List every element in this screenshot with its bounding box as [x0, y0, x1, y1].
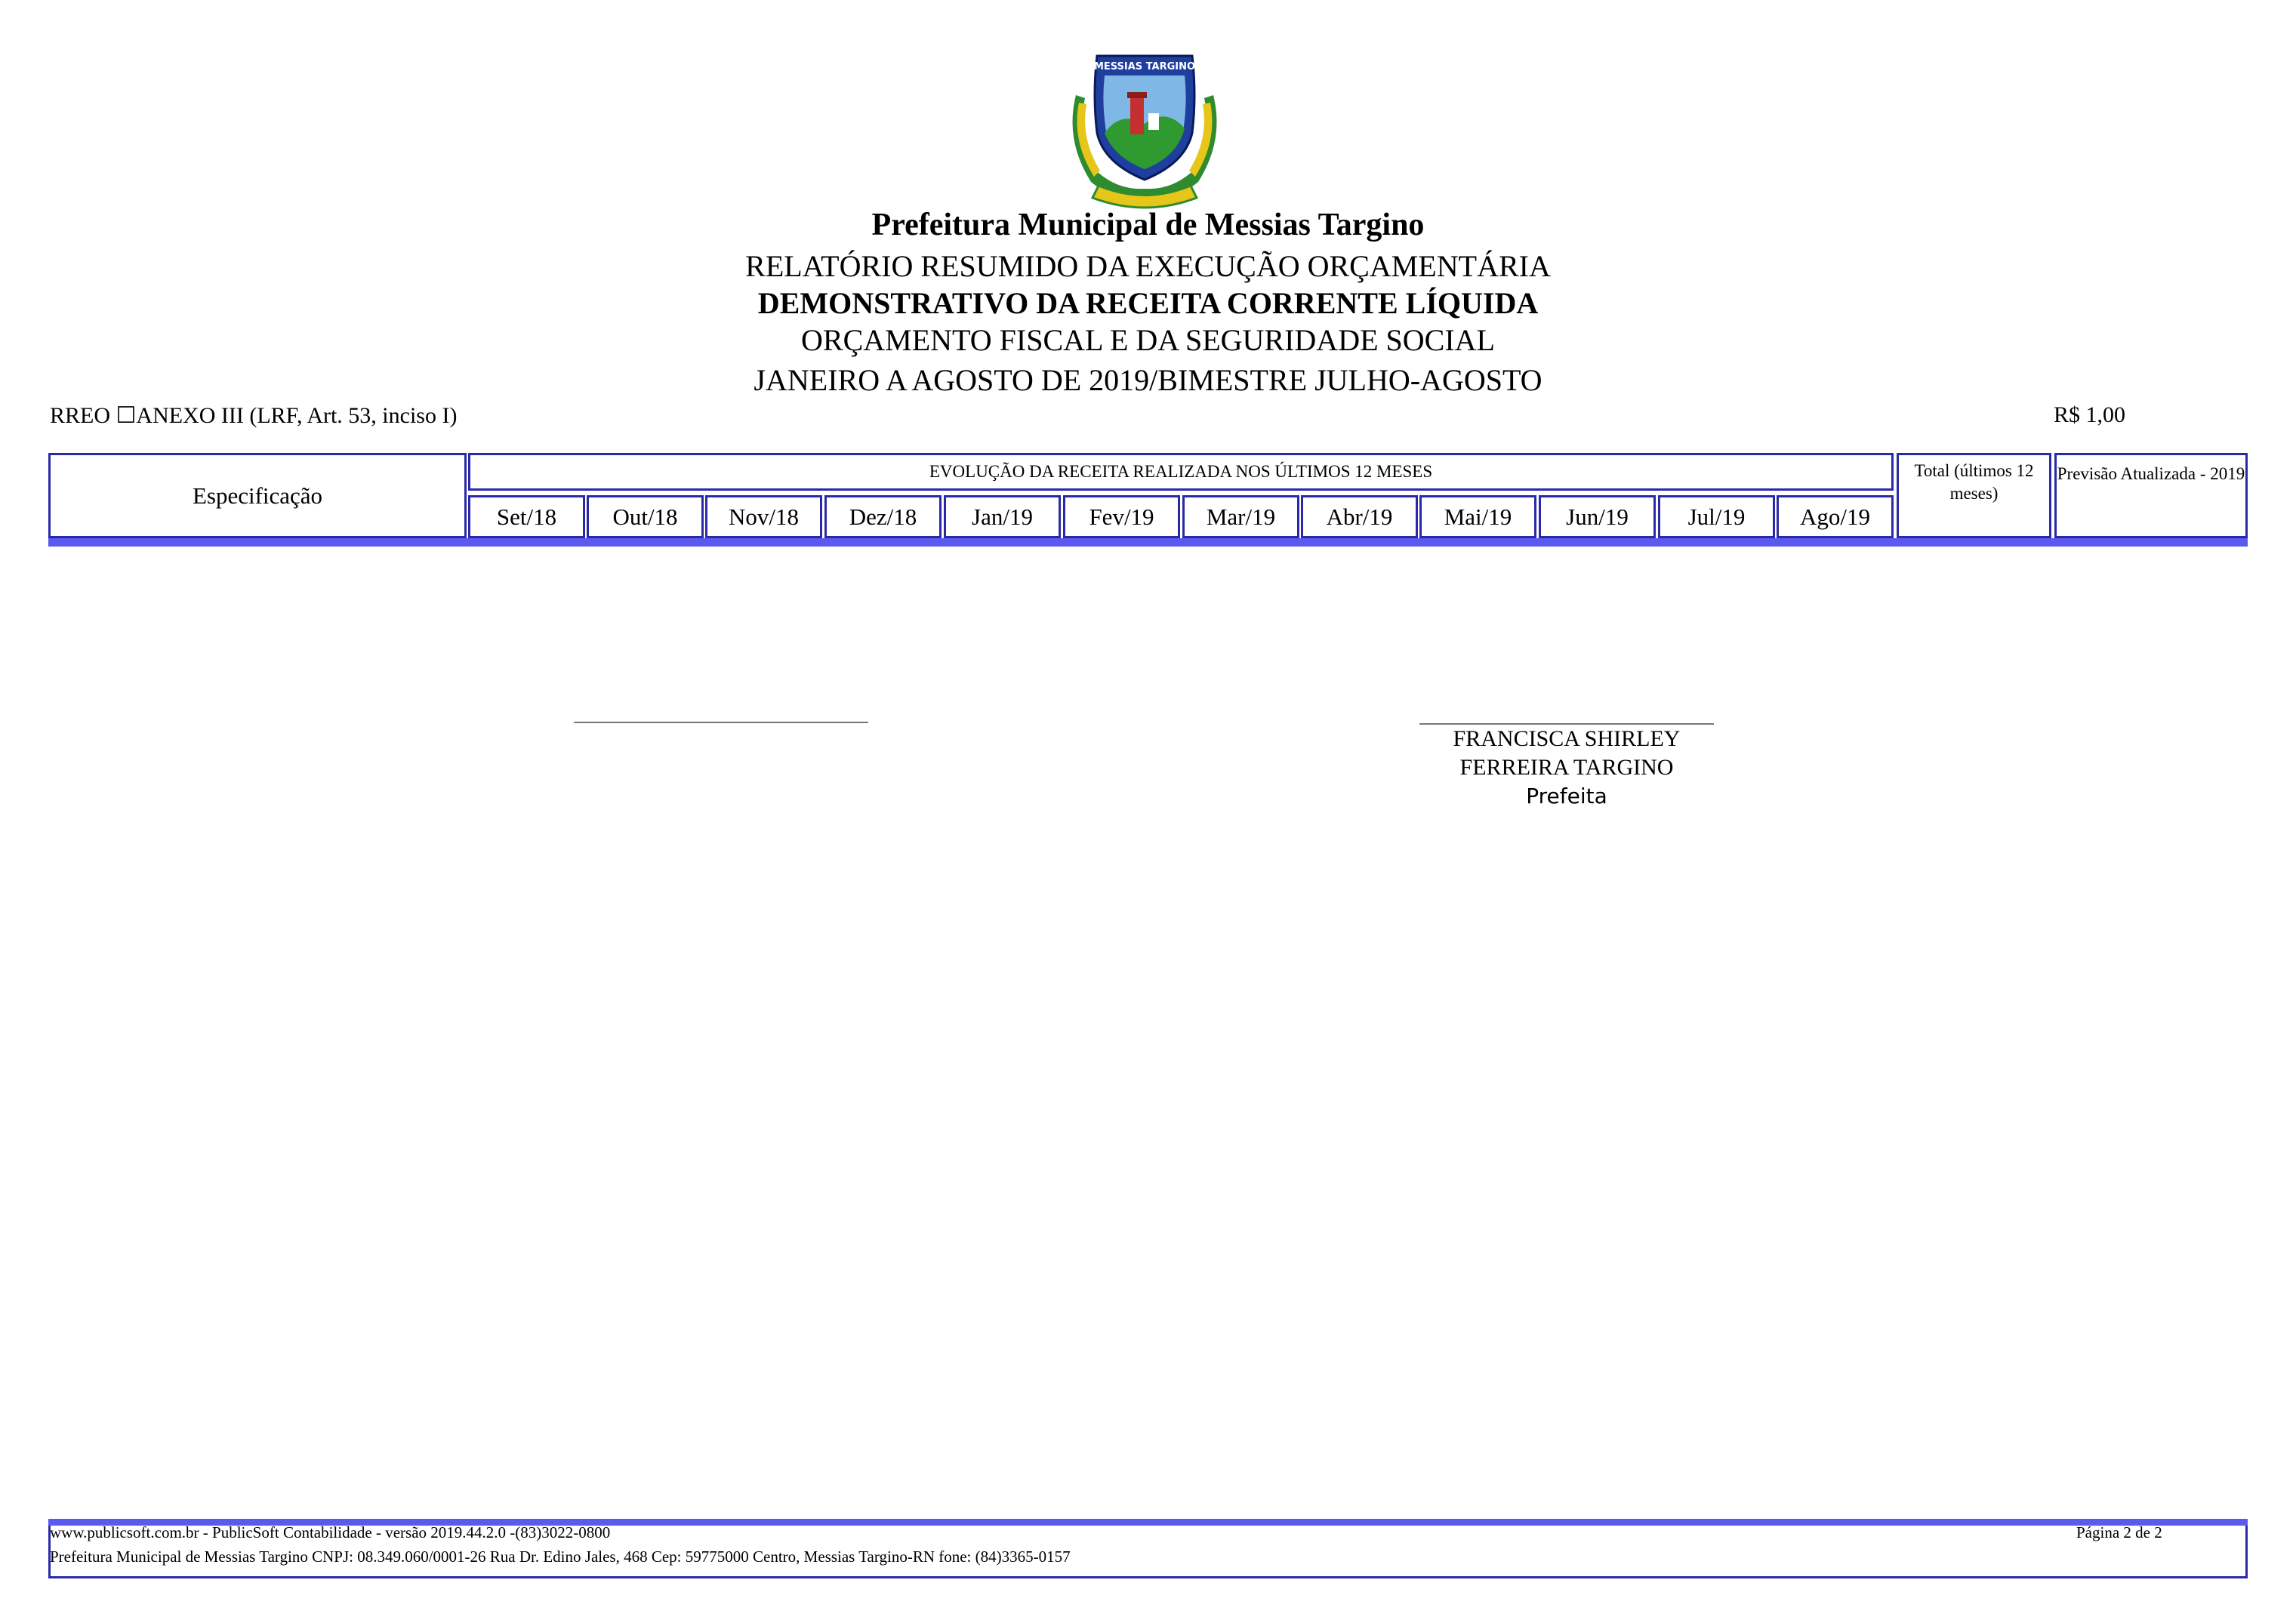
signatory-name-line1: FRANCISCA SHIRLEY — [1453, 726, 1681, 751]
month-header: Mai/19 — [1419, 495, 1536, 538]
svg-text:MESSIAS TARGINO: MESSIAS TARGINO — [1093, 61, 1196, 72]
footer-address: Prefeitura Municipal de Messias Targino CNPJ: 08.349.060/0001-26 Rua Dr. Edino Jales, 468 Cep: 59775000 Centro, Messias Targino-RN fone: (84)3365-0157 — [50, 1548, 1071, 1566]
month-header: Jun/19 — [1539, 495, 1656, 538]
footer-software-info: www.publicsoft.com.br - PublicSoft Contabilidade - versão 2019.44.2.0 -(83)3022-0800 — [50, 1523, 611, 1541]
month-header: Dez/18 — [824, 495, 942, 538]
page-number: Página 2 de 2 — [2076, 1523, 2162, 1541]
month-header: Out/18 — [587, 495, 704, 538]
report-title: Prefeitura Municipal de Messias Targino — [871, 208, 1425, 242]
report-heading: DEMONSTRATIVO DA RECEITA CORRENTE LÍQUIDA — [757, 286, 1539, 320]
evolution-header: EVOLUÇÃO DA RECEITA REALIZADA NOS ÚLTIMOS 12 MESES — [468, 453, 1894, 491]
report-scope: ORÇAMENTO FISCAL E DA SEGURIDADE SOCIAL — [801, 323, 1495, 357]
currency-unit: R$ 1,00 — [2054, 402, 2126, 427]
month-header: Fev/19 — [1063, 495, 1180, 538]
month-header: Abr/19 — [1301, 495, 1418, 538]
specification-header: Especificação — [48, 453, 467, 538]
coat-of-arms-icon — [1061, 50, 1228, 211]
month-header: Nov/18 — [705, 495, 822, 538]
month-header: Ago/19 — [1777, 495, 1894, 538]
forecast-header: Previsão Atualizada - 2019 — [2054, 453, 2248, 538]
signatory-role: Prefeita — [1526, 784, 1607, 808]
month-header: Set/18 — [468, 495, 585, 538]
month-header: Mar/19 — [1182, 495, 1299, 538]
report-period: JANEIRO A AGOSTO DE 2019/BIMESTRE JULHO-AGOSTO — [754, 363, 1542, 397]
signatory-name-line2: FERREIRA TARGINO — [1459, 755, 1674, 780]
report-subtitle: RELATÓRIO RESUMIDO DA EXECUÇÃO ORÇAMENTÁRIA — [745, 249, 1551, 283]
signature-line-right — [1419, 723, 1714, 725]
total-12-months-header: Total (últimos 12 meses) — [1897, 453, 2051, 538]
month-header: Jul/19 — [1658, 495, 1775, 538]
table-bottom-bar — [48, 538, 2248, 547]
annex-reference: RREO ☐ANEXO III (LRF, Art. 53, inciso I) — [50, 403, 458, 428]
signature-line-left — [574, 722, 868, 723]
month-header: Jan/19 — [944, 495, 1061, 538]
